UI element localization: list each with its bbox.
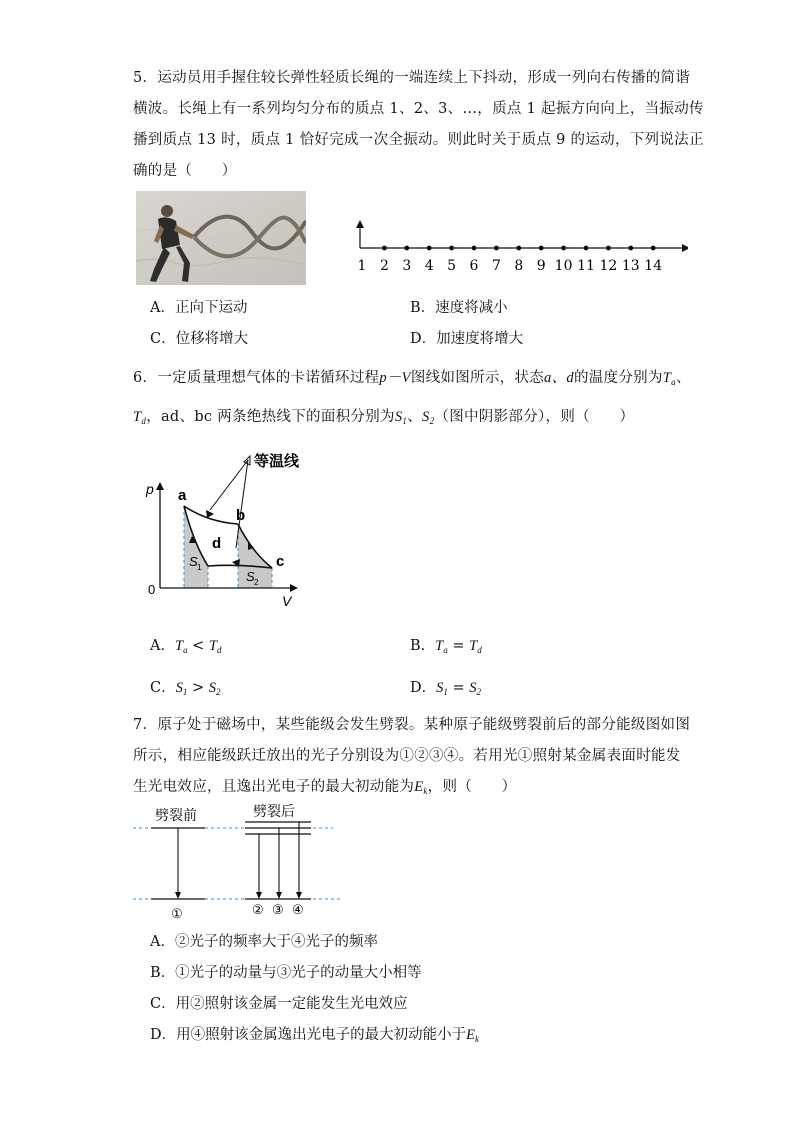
q5-text-line4: 确的是（ ） [133, 163, 237, 179]
q6-ad: a、d [544, 370, 574, 386]
particle-label: 8 [514, 258, 524, 274]
q6-s2-sub: 2 [429, 416, 435, 426]
q6-b-prefix: B． [410, 638, 436, 654]
fig6-title: 等温线 [254, 453, 300, 470]
q7-option-d[interactable] [150, 1023, 479, 1044]
q7-text-line1: 7．原子处于磁场中，某些能级会发生劈裂。某种原子能级劈裂前后的部分能级图如图 [133, 717, 691, 733]
q6-b-op: = [447, 638, 470, 654]
fig6-a-label: a [178, 487, 187, 504]
q5-option-a[interactable]: A．正向下运动 [150, 300, 248, 316]
q6-d-s1-sub: 1 [443, 687, 448, 697]
fig7-n3: ③ [272, 902, 284, 917]
fig6-v-label: V [282, 593, 292, 609]
fig7-n2: ② [252, 902, 264, 917]
q6-c-prefix: C． [150, 680, 176, 696]
q6-option-c[interactable] [150, 676, 220, 697]
fig7-n1: ① [171, 906, 183, 921]
particle-label: 7 [491, 258, 501, 274]
particle-dot [651, 246, 656, 251]
q7-text-line2: 所示，相应能级跃迁放出的光子分别设为①②③④。若用光①照射某金属表面时能发 [133, 748, 681, 764]
q7-ek-symbol: E [414, 779, 424, 795]
q5-option-c[interactable]: C．位移将增大 [150, 331, 249, 347]
particle-label: 13 [621, 258, 640, 274]
athlete-rope-photo [136, 191, 306, 285]
q6-c-s2-sub: 2 [215, 687, 221, 697]
particle-label: 1 [357, 258, 367, 274]
particle-label: 3 [402, 258, 412, 274]
q7-text-line3 [133, 775, 516, 796]
q6-b-t2: T [469, 638, 478, 654]
q5-text-line2: 横波。长绳上有一系列均匀分布的质点 1、2、3、…，质点 1 起振方向向上，当振动传 [133, 101, 704, 117]
q6-a-t2: T [208, 638, 218, 654]
q6-ta-sub: a [671, 377, 676, 387]
fig6-zero-label: 0 [148, 582, 156, 597]
particle-dot [382, 246, 387, 251]
particle-label: 9 [536, 258, 546, 274]
fig6-s2-sub: 2 [254, 578, 259, 587]
energy-level-diagram [133, 800, 353, 922]
particle-axis-diagram [348, 220, 688, 275]
q6-td-symbol: T [133, 409, 142, 425]
fig6-s2-label: S [246, 569, 255, 584]
particle-dot [606, 246, 611, 251]
q6-td-sub: d [141, 416, 147, 426]
fig7-before-label: 劈裂前 [155, 808, 197, 824]
q6-l1b: 图线如图所示，状态 [410, 370, 545, 386]
q6-text-line2 [133, 405, 634, 426]
fig6-s1-sub: 1 [197, 563, 202, 572]
q6-a-t1-sub: a [183, 645, 188, 655]
q6-d-s1: S [436, 680, 444, 696]
q7-option-c[interactable]: C．用②照射该金属一定能发生光电效应 [150, 996, 408, 1012]
fig7-n4: ④ [292, 902, 304, 917]
fig6-s1-label: S [189, 554, 198, 569]
particle-dot [427, 246, 432, 251]
q7-d-ek-sub: k [474, 1034, 479, 1044]
particle-dot [494, 246, 499, 251]
q5-text-line3: 播到质点 13 时，质点 1 恰好完成一次全振动。则此时关于质点 9 的运动，下列说法正 [133, 132, 704, 148]
particle-dot [561, 246, 566, 251]
q7-option-b[interactable]: B．①光子的动量与③光子的动量大小相等 [150, 965, 422, 981]
q6-d-s2: S [469, 680, 477, 696]
q5-option-b[interactable]: B．速度将减小 [410, 300, 508, 316]
q6-s2-symbol: S [422, 409, 430, 425]
q6-text-line1 [133, 366, 691, 387]
q7-l3a: 生光电效应，且逸出光电子的最大初动能为 [133, 779, 415, 795]
q6-l2b: （图中阴影部分），则（ ） [434, 409, 635, 425]
particle-label: 6 [469, 258, 479, 274]
q6-c-s2: S [208, 680, 216, 696]
q6-b-t2-sub: d [477, 645, 482, 655]
particle-dot [472, 246, 477, 251]
q6-a-t1: T [174, 638, 184, 654]
q7-option-a[interactable]: A．②光子的频率大于④光子的频率 [150, 934, 378, 950]
fig6-c-label: c [276, 553, 285, 570]
q6-a-op: < [187, 638, 209, 654]
q6-pv: p－V [379, 370, 411, 386]
q6-sep: 、 [407, 409, 423, 425]
particle-dot [584, 246, 589, 251]
particle-label: 10 [554, 258, 573, 274]
particle-label: 12 [599, 258, 618, 274]
q7-ek-sub: k [423, 786, 428, 796]
q6-c-op: > [187, 680, 209, 696]
q5-option-d[interactable]: D．加速度将增大 [410, 331, 524, 347]
q6-l2a: ，ad、bc 两条绝热线下的面积分别为 [146, 409, 395, 425]
q6-d-prefix: D． [410, 680, 437, 696]
q6-s1-sub: 1 [402, 416, 408, 426]
q7-d-ek: E [466, 1027, 475, 1043]
particle-dot [516, 246, 521, 251]
q6-b-t1-sub: a [443, 645, 448, 655]
q6-s1-symbol: S [394, 409, 403, 425]
q6-option-b[interactable] [410, 634, 482, 655]
fig6-d-label: d [212, 535, 222, 552]
particle-dot [404, 246, 409, 251]
q6-l1c: 的温度分别为 [573, 370, 663, 386]
particle-label: 2 [379, 258, 389, 274]
q6-c-s1: S [175, 680, 183, 696]
carnot-pv-diagram [140, 448, 320, 613]
fig6-p-label: p [146, 481, 154, 497]
q6-comma: 、 [675, 370, 691, 386]
particle-label: 14 [644, 258, 663, 274]
q6-ta-symbol: T [662, 370, 672, 386]
q6-c-s1-sub: 1 [182, 687, 188, 697]
fig7-after-label: 劈裂后 [253, 804, 295, 820]
q6-l1a: 6．一定质量理想气体的卡诺循环过程 [133, 370, 380, 386]
q6-d-op: = [447, 680, 470, 696]
q6-option-d[interactable] [410, 676, 481, 697]
q7-l3b: ，则（ ） [427, 779, 517, 795]
q6-a-t2-sub: d [217, 645, 222, 655]
particle-dot [628, 246, 633, 251]
particle-label: 11 [577, 258, 595, 274]
fig6-b-label: b [236, 507, 246, 524]
particle-dot [539, 246, 544, 251]
particle-label: 4 [424, 258, 434, 274]
q6-d-s2-sub: 2 [476, 687, 482, 697]
q6-b-t1: T [435, 638, 444, 654]
q5-text-line1: 5．运动员用手握住较长弹性轻质长绳的一端连续上下抖动，形成一列向右传播的简谐 [133, 70, 691, 86]
q6-a-prefix: A． [150, 638, 175, 654]
q6-option-a[interactable] [150, 634, 222, 655]
particle-label: 5 [447, 258, 457, 274]
q7-d-text: D．用④照射该金属逸出光电子的最大初动能小于 [150, 1027, 467, 1043]
particle-dot [449, 246, 454, 251]
